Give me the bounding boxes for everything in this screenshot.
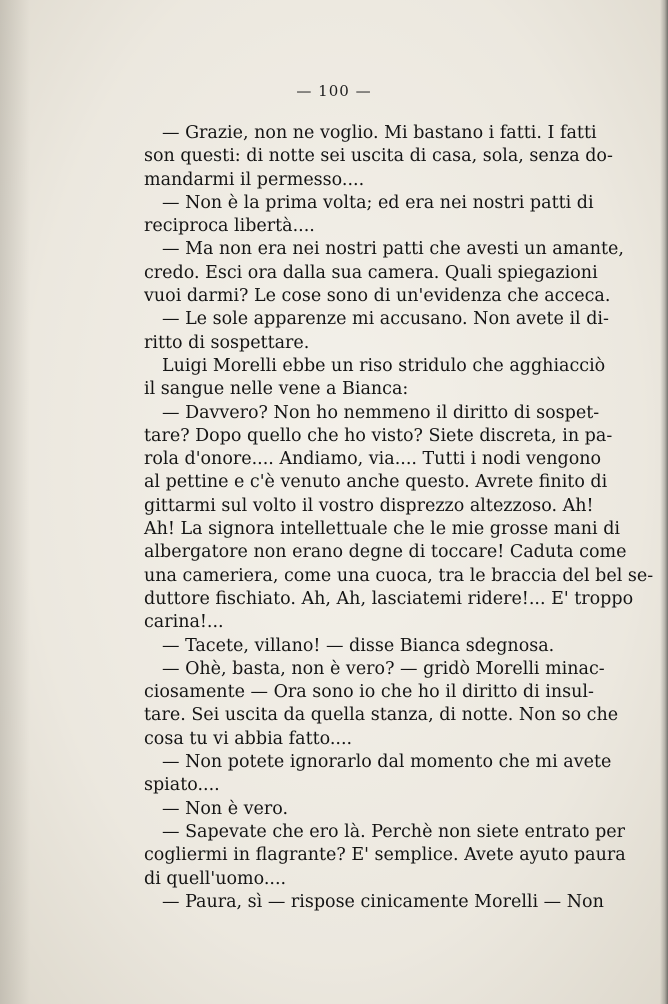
text-line: duttore fischiato. Ah, Ah, lasciatemi ridere!... E' troppo bbox=[144, 588, 634, 609]
text-line: tare. Sei uscita da quella stanza, di notte. Non so che bbox=[144, 705, 619, 726]
text-line: reciproca libertà.... bbox=[144, 216, 315, 237]
text-line: credo. Esci ora dalla sua camera. Quali spiegazioni bbox=[144, 262, 598, 283]
text-line: — Davvero? Non ho nemmeno il diritto di sospet- bbox=[162, 402, 600, 423]
text-line: vuoi darmi? Le cose sono di un'evidenza che acceca. bbox=[144, 286, 611, 307]
text-line: — Sapevate che ero là. Perchè non siete entrato per bbox=[162, 821, 626, 842]
text-line: Ah! La signora intellettuale che le mie grosse mani di bbox=[144, 519, 621, 540]
text-line: cosa tu vi abbia fatto.... bbox=[144, 728, 353, 749]
text-line: una cameriera, come una cuoca, tra le braccia del bel se- bbox=[144, 565, 654, 586]
text-line: — Non potete ignorarlo dal momento che mi avete bbox=[162, 752, 612, 773]
text-line: — Ohè, basta, non è vero? — gridò Morelli minac- bbox=[162, 658, 605, 679]
text-line: — Tacete, villano! — disse Bianca sdegnosa. bbox=[162, 635, 555, 656]
text-line: mandarmi il permesso.... bbox=[144, 169, 365, 190]
text-line: — Grazie, non ne voglio. Mi bastano i fatti. I fatti bbox=[162, 123, 597, 143]
text-line: — Non è la prima volta; ed era nei nostri patti di bbox=[162, 192, 594, 213]
text-line: ciosamente — Ora sono io che ho il diritto di insul- bbox=[144, 682, 594, 703]
text-line: al pettine e c'è venuto anche questo. Avrete finito di bbox=[144, 472, 608, 493]
text-line: di quell'uomo.... bbox=[144, 868, 287, 889]
text-line: tare? Dopo quello che ho visto? Siete discreta, in pa- bbox=[144, 425, 613, 446]
text-line: Luigi Morelli ebbe un riso stridulo che agghiacciò bbox=[162, 355, 606, 376]
page-number: — 100 — bbox=[296, 82, 372, 100]
text-line: — Le sole apparenze mi accusano. Non avete il di- bbox=[162, 309, 609, 330]
text-line: spiato.... bbox=[144, 775, 220, 796]
text-line: gittarmi sul volto il vostro disprezzo altezzoso. Ah! bbox=[144, 495, 594, 516]
text-line: — Paura, sì — rispose cinicamente Morelli — Non bbox=[162, 891, 604, 912]
text-line: carina!... bbox=[144, 612, 224, 633]
text-line: albergatore non erano degne di toccare! Caduta come bbox=[144, 542, 627, 563]
text-line: il sangue nelle vene a Bianca: bbox=[144, 379, 409, 400]
text-line: — Non è vero. bbox=[162, 798, 289, 819]
page-right-edge-shadow bbox=[660, 0, 668, 1004]
text-line: son questi: di notte sei uscita di casa, sola, senza do- bbox=[144, 146, 613, 167]
text-line: rola d'onore.... Andiamo, via.... Tutti i nodi vengono bbox=[144, 449, 602, 470]
text-line: cogliermi in flagrante? E' semplice. Avete ayuto paura bbox=[144, 845, 626, 866]
page-left-shadow bbox=[0, 0, 30, 1004]
text-line: — Ma non era nei nostri patti che avesti un amante, bbox=[162, 239, 624, 260]
body-text bbox=[144, 122, 654, 914]
text-line: ritto di sospettare. bbox=[144, 332, 310, 353]
